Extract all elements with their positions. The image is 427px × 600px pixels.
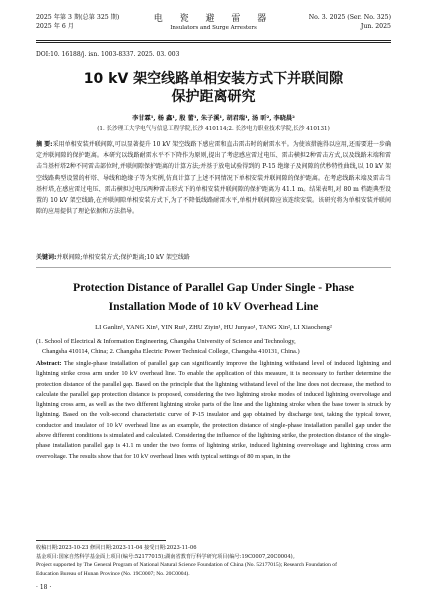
title-en-line: Installation Mode of 10 kV Overhead Line bbox=[108, 299, 319, 313]
abstract-en-text: The single-phase installation of parallel gap can significantly improve the lightning withstand level of induced lightning and lightning strike cross arm under 10 kV overhead line. To enable the application of this measure, it is necessary to further determine the protection distance of the parallel gap. Based on the principle that the lightning withstand level of the line does not decrease, the method to calculate the parallel gap protection distance is proposed, considering the two lightning stroke modes of induced lightning overvoltage and lightning cross arm, as well as the two different lightning stroke parts of the line and the lightning stroke when the base tower is struck by lightning. Based on the volt-second characteristic curve of P-15 insulator and gap obtained by discharge test, taking the typical tower, conductor and insulator of 10 kV overhead line as an example, the protection distance of single-phase installation parallel gap under the above different conditions is simulated and calculated. Considering the influence of the lightning strike, the protection distance of the single-phase installation parallel gap is 41.1 m under the two forms of lightning strike, induced lightning overvoltage and lightning cross arm overvoltage. The results show that for 10 kV overhead lines with typical settings of 80 m span, in the bbox=[36, 360, 391, 460]
keywords-cn bbox=[36, 252, 391, 263]
authors-en: LI Ganlin¹, YANG Xin¹, YIN Rui¹, ZHU Ziyin¹, HU Junyao¹, TANG Xin², LI Xiaocheng² bbox=[95, 324, 332, 331]
affiliation-en bbox=[36, 337, 391, 357]
abstract-cn-label: 摘 要: bbox=[36, 141, 53, 148]
doi: DOI:10. 16188/j. isn. 1003-8337. 2025. 03. 003 bbox=[36, 51, 180, 58]
issue-line: 2025 年第 3 期(总第 325 期) bbox=[36, 14, 120, 21]
abstract-cn bbox=[36, 139, 391, 217]
authors-cn: 李甘霖¹, 杨 鑫¹, 殷 蕾¹, 朱子溪¹, 胡君瑞¹, 汤 昕², 李晓晨² bbox=[132, 115, 295, 122]
issue-line-en: No. 3. 2025 (Ser. No. 325) bbox=[308, 14, 391, 21]
footnote-fund-cn: 基金项目:国家自然科学基金面上项目(编号:52177015);湖南省教育厅科学研究项目(编号:19C0007,20C0004)。 bbox=[36, 553, 298, 560]
title-cn-line: 10 kV 架空线路单相安装方式下并联间隙 bbox=[83, 71, 344, 87]
footnotes bbox=[36, 544, 391, 578]
keywords-cn-text: 并联间隙;单相安装方式;保护距离;10 kV 架空线路 bbox=[56, 254, 190, 261]
footnote-rule bbox=[36, 540, 166, 541]
header-rule-thin bbox=[36, 42, 391, 43]
affiliation-cn: (1. 长沙理工大学电气与信息工程学院,长沙 410114;2. 长沙电力职业技术学院,长沙 410131) bbox=[97, 126, 330, 132]
affiliation-en-line: Changsha 410114, China; 2. Changsha Electric Power Technical College, Changsha 410131, China.) bbox=[42, 348, 300, 356]
title-cn-line: 保护距离研究 bbox=[171, 89, 256, 105]
footnote-fund-en: Project supported by The General Program of National Natural Science Foundation of China (No. 52177015); Research Foundation of bbox=[36, 562, 337, 569]
journal-name-cn: 电 瓷 避 雷 器 bbox=[153, 14, 274, 24]
abstract-en bbox=[36, 359, 391, 462]
running-header bbox=[36, 14, 391, 42]
issue-date: 2025 年 6 月 bbox=[36, 22, 74, 30]
section-divider bbox=[36, 267, 391, 268]
title-en-line: Protection Distance of Parallel Gap Under Single - Phase bbox=[72, 281, 354, 294]
footnote-fund-en-cont: Education Bureau of Hunan Province (No. 19C0007; No. 20C0004). bbox=[36, 570, 190, 577]
issue-date-en: Jun. 2025 bbox=[360, 22, 391, 30]
abstract-cn-text: 采用单相安装并联间隙,可以显著提升 10 kV 架空线路下感应雷和直击雷击时的耐雷水平。为使该措施得以应用,还需要进一步确定并联间隙的保护距离。本研究以线路耐雷水平不下降作为原则,提出了考虑感应雷过电压、雷击横担2种雷击方式,以及线路末端和雷击当基杆塔2种不同雷击部位时,并联间隙保护距离的计算方法;并基于放电试验得到的 P-15 绝缘子及间隙的伏秒特性曲线,以 10 kV 架空线路典型设置的杆塔、导线和绝缘子等为实例,仿真计算了上述不同情况下单相安装并联间隙的保护距离。在考虑线路末端及雷击当基杆塔,在感应雷过电压、雷击横担过电压两种雷击形式下的单相安装并联间隙的保护距离为 41.1 m。结果表明,对 80 m 档距典型设置的 10 kV 架空线路,在并联间隙单相安装方式下,为了不降低线路耐雷水平,单相并联间隙应该连续安装。该研究将为单相安装并联间隙的应用提供了理论依据和方法指导。 bbox=[36, 141, 391, 216]
keywords-cn-label: 关键词: bbox=[36, 254, 57, 261]
page-number: · 18 · bbox=[36, 584, 52, 591]
journal-name-en: Insulators and Surge Arresters bbox=[170, 25, 257, 31]
issue-info-en bbox=[309, 14, 391, 31]
affiliation-en-line: (1. School of Electrical & Information Engineering, Changsha University of Science and Technology, bbox=[36, 338, 296, 345]
title-en bbox=[40, 279, 387, 316]
header-rule bbox=[36, 40, 391, 41]
title-cn bbox=[60, 70, 367, 106]
abstract-en-label: Abstract: bbox=[36, 360, 62, 367]
footnote-dates: 收稿日期:2023-10-23 修回日期:2023-11-04 接受日期:2023-11-06 bbox=[36, 545, 197, 551]
